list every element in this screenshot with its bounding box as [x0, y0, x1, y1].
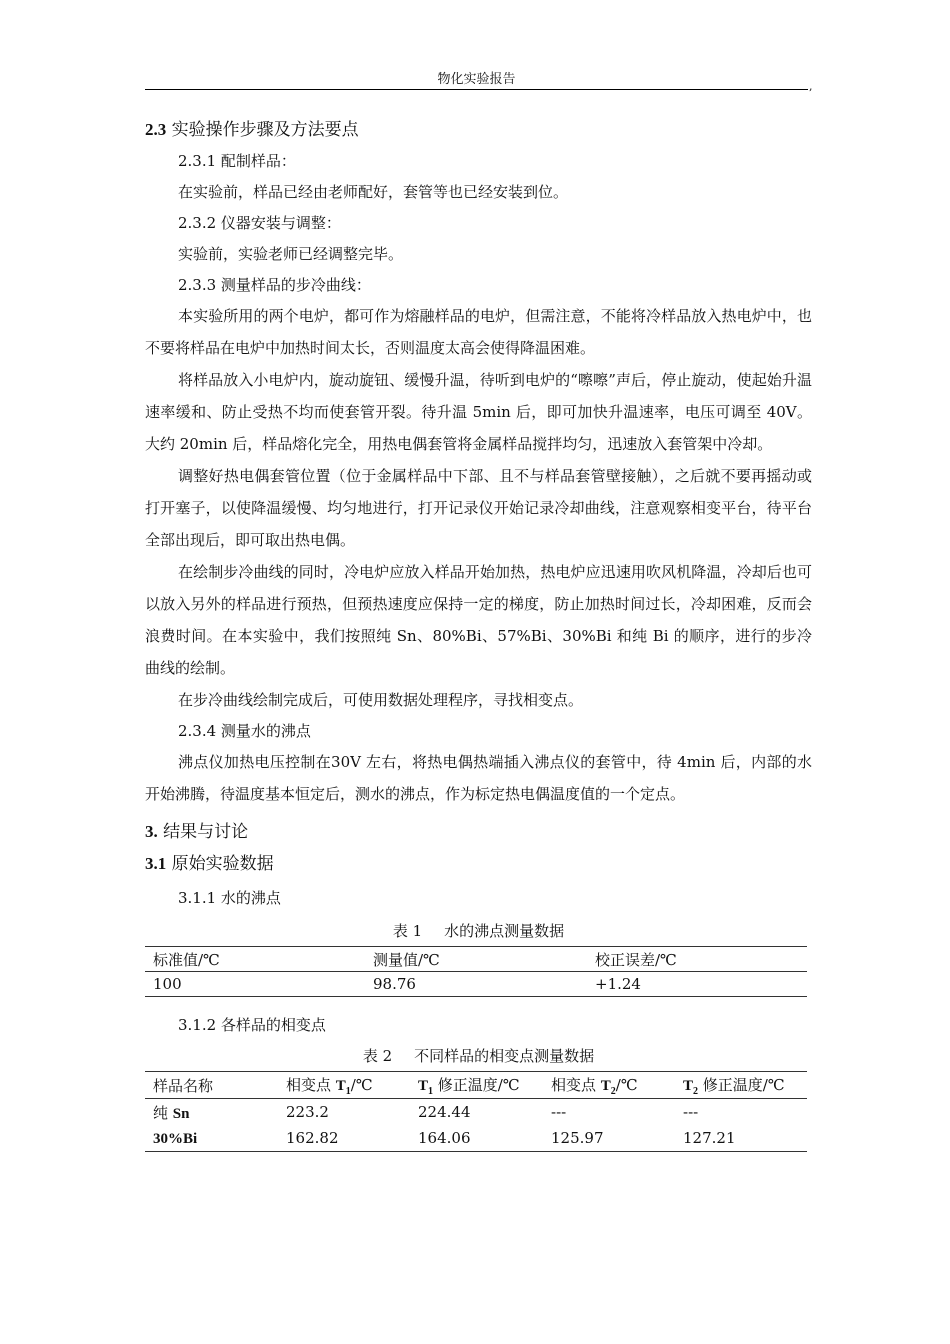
header-mark: , — [809, 80, 813, 93]
section-number: 2.3 — [145, 120, 167, 139]
section-number: 3.1 — [145, 854, 167, 873]
table-header-row — [145, 947, 807, 972]
column-header: 样品名称 — [145, 1072, 278, 1099]
table-cell: 30%Bi — [145, 1125, 278, 1152]
table-cell: 125.97 — [543, 1125, 675, 1152]
subsection-3-1-2-heading: 3.1.2 各样品的相变点 — [178, 1016, 326, 1034]
page-content — [145, 114, 812, 1152]
subsection-2-3-1-heading: 2.3.1 配制样品： — [178, 152, 296, 170]
section-title: 实验操作步骤及方法要点 — [171, 120, 359, 140]
table-row — [145, 1099, 807, 1126]
table-2 — [145, 1071, 807, 1152]
table-label: 表 2 — [362, 1047, 393, 1065]
table-2-caption — [145, 1041, 812, 1071]
paragraph: 在实验前，样品已经由老师配好，套管等也已经安装到位。 — [178, 183, 569, 201]
table-cell: 100 — [145, 972, 365, 997]
table-header-row — [145, 1072, 807, 1099]
table-cell: 纯 Sn — [153, 1103, 190, 1122]
paragraph: 在步冷曲线绘制完成后，可使用数据处理程序，寻找相变点。 — [178, 691, 584, 709]
section-2-3-heading — [145, 114, 812, 146]
table-caption-text: 不同样品的相变点测量数据 — [414, 1047, 595, 1065]
subsection-3-1-1-heading: 3.1.1 水的沸点 — [178, 889, 281, 907]
paragraph: 在绘制步冷曲线的同时，冷电炉应放入样品开始加热，热电炉应迅速用吹风机降温，冷却后也可以放入另外的样品进行预热，但预热速度应保持一定的梯度，防止加热时间过长，冷却困难，反而会浪费时间。在本实验中，我们按照纯 Sn、80%Bi、57%Bi、30%Bi 和纯 Bi 的顺序，进行的步冷曲线的绘制。 — [145, 563, 812, 677]
table-cell: 162.82 — [278, 1125, 410, 1152]
table-cell: --- — [551, 1103, 567, 1121]
column-header: 校正误差/℃ — [587, 947, 807, 972]
section-title: 原始实验数据 — [171, 854, 274, 874]
table-label: 表 1 — [392, 922, 423, 940]
table-cell: 127.21 — [675, 1125, 807, 1152]
table-1-caption — [145, 916, 812, 946]
table-cell: +1.24 — [587, 972, 807, 997]
column-header: 相变点 $T_2/℃$ — [543, 1072, 675, 1099]
paragraph: 实验前，实验老师已经调整完毕。 — [178, 245, 404, 263]
paragraph: 调整好热电偶套管位置（位于金属样品中下部、且不与样品套管壁接触），之后就不要再摇动或打开塞子，以使降温缓慢、均匀地进行，打开记录仪开始记录冷却曲线，注意观察相变平台，待平台全部出现后，即可取出热电偶。 — [145, 467, 812, 549]
table-row — [145, 972, 807, 997]
table-cell: 164.06 — [410, 1125, 543, 1152]
paragraph: 将样品放入小电炉内，旋动旋钮、缓慢升温，待听到电炉的“嚓嚓”声后，停止旋动，使起始升温速率缓和、防止受热不均而使套管开裂。待升温 5min 后，即可加快升温速率，电压可调至 40V。大约 20min 后，样品熔化完全，用热电偶套管将金属样品搅拌均匀，迅速放入套管架中冷却。 — [145, 371, 812, 453]
section-3-1-heading — [145, 848, 812, 880]
column-header: 标准值/℃ — [145, 947, 365, 972]
table-cell: 224.44 — [418, 1103, 471, 1121]
column-header: 相变点 $T_1/℃$ — [278, 1072, 410, 1099]
table-caption-text: 水的沸点测量数据 — [444, 922, 565, 940]
column-header: $T_2$ 修正温度/℃ — [675, 1072, 807, 1099]
table-cell: 98.76 — [365, 972, 587, 997]
section-title: 结果与讨论 — [163, 822, 249, 842]
paragraph: 本实验所用的两个电炉，都可作为熔融样品的电炉，但需注意，不能将冷样品放入热电炉中，也不要将样品在电炉中加热时间太长，否则温度太高会使得降温困难。 — [145, 307, 812, 357]
table-cell: --- — [683, 1103, 699, 1121]
subsection-2-3-3-heading: 2.3.3 测量样品的步冷曲线： — [178, 276, 371, 294]
section-3-heading — [145, 816, 812, 848]
column-header: $T_1$ 修正温度/℃ — [410, 1072, 543, 1099]
subsection-2-3-2-heading: 2.3.2 仪器安装与调整： — [178, 214, 341, 232]
subsection-2-3-4-heading: 2.3.4 测量水的沸点 — [178, 722, 311, 740]
header-rule — [145, 89, 808, 90]
paragraph: 沸点仪加热电压控制在30V 左右，将热电偶热端插入沸点仪的套管中，待 4min 后，内部的水开始沸腾，待温度基本恒定后，测水的沸点，作为标定热电偶温度值的一个定点。 — [145, 753, 812, 803]
column-header: 测量值/℃ — [365, 947, 587, 972]
table-1 — [145, 946, 807, 997]
table-row — [145, 1125, 807, 1152]
page-header: 物化实验报告 — [437, 72, 516, 87]
table-cell: 223.2 — [286, 1103, 329, 1121]
section-number: 3. — [145, 822, 158, 841]
